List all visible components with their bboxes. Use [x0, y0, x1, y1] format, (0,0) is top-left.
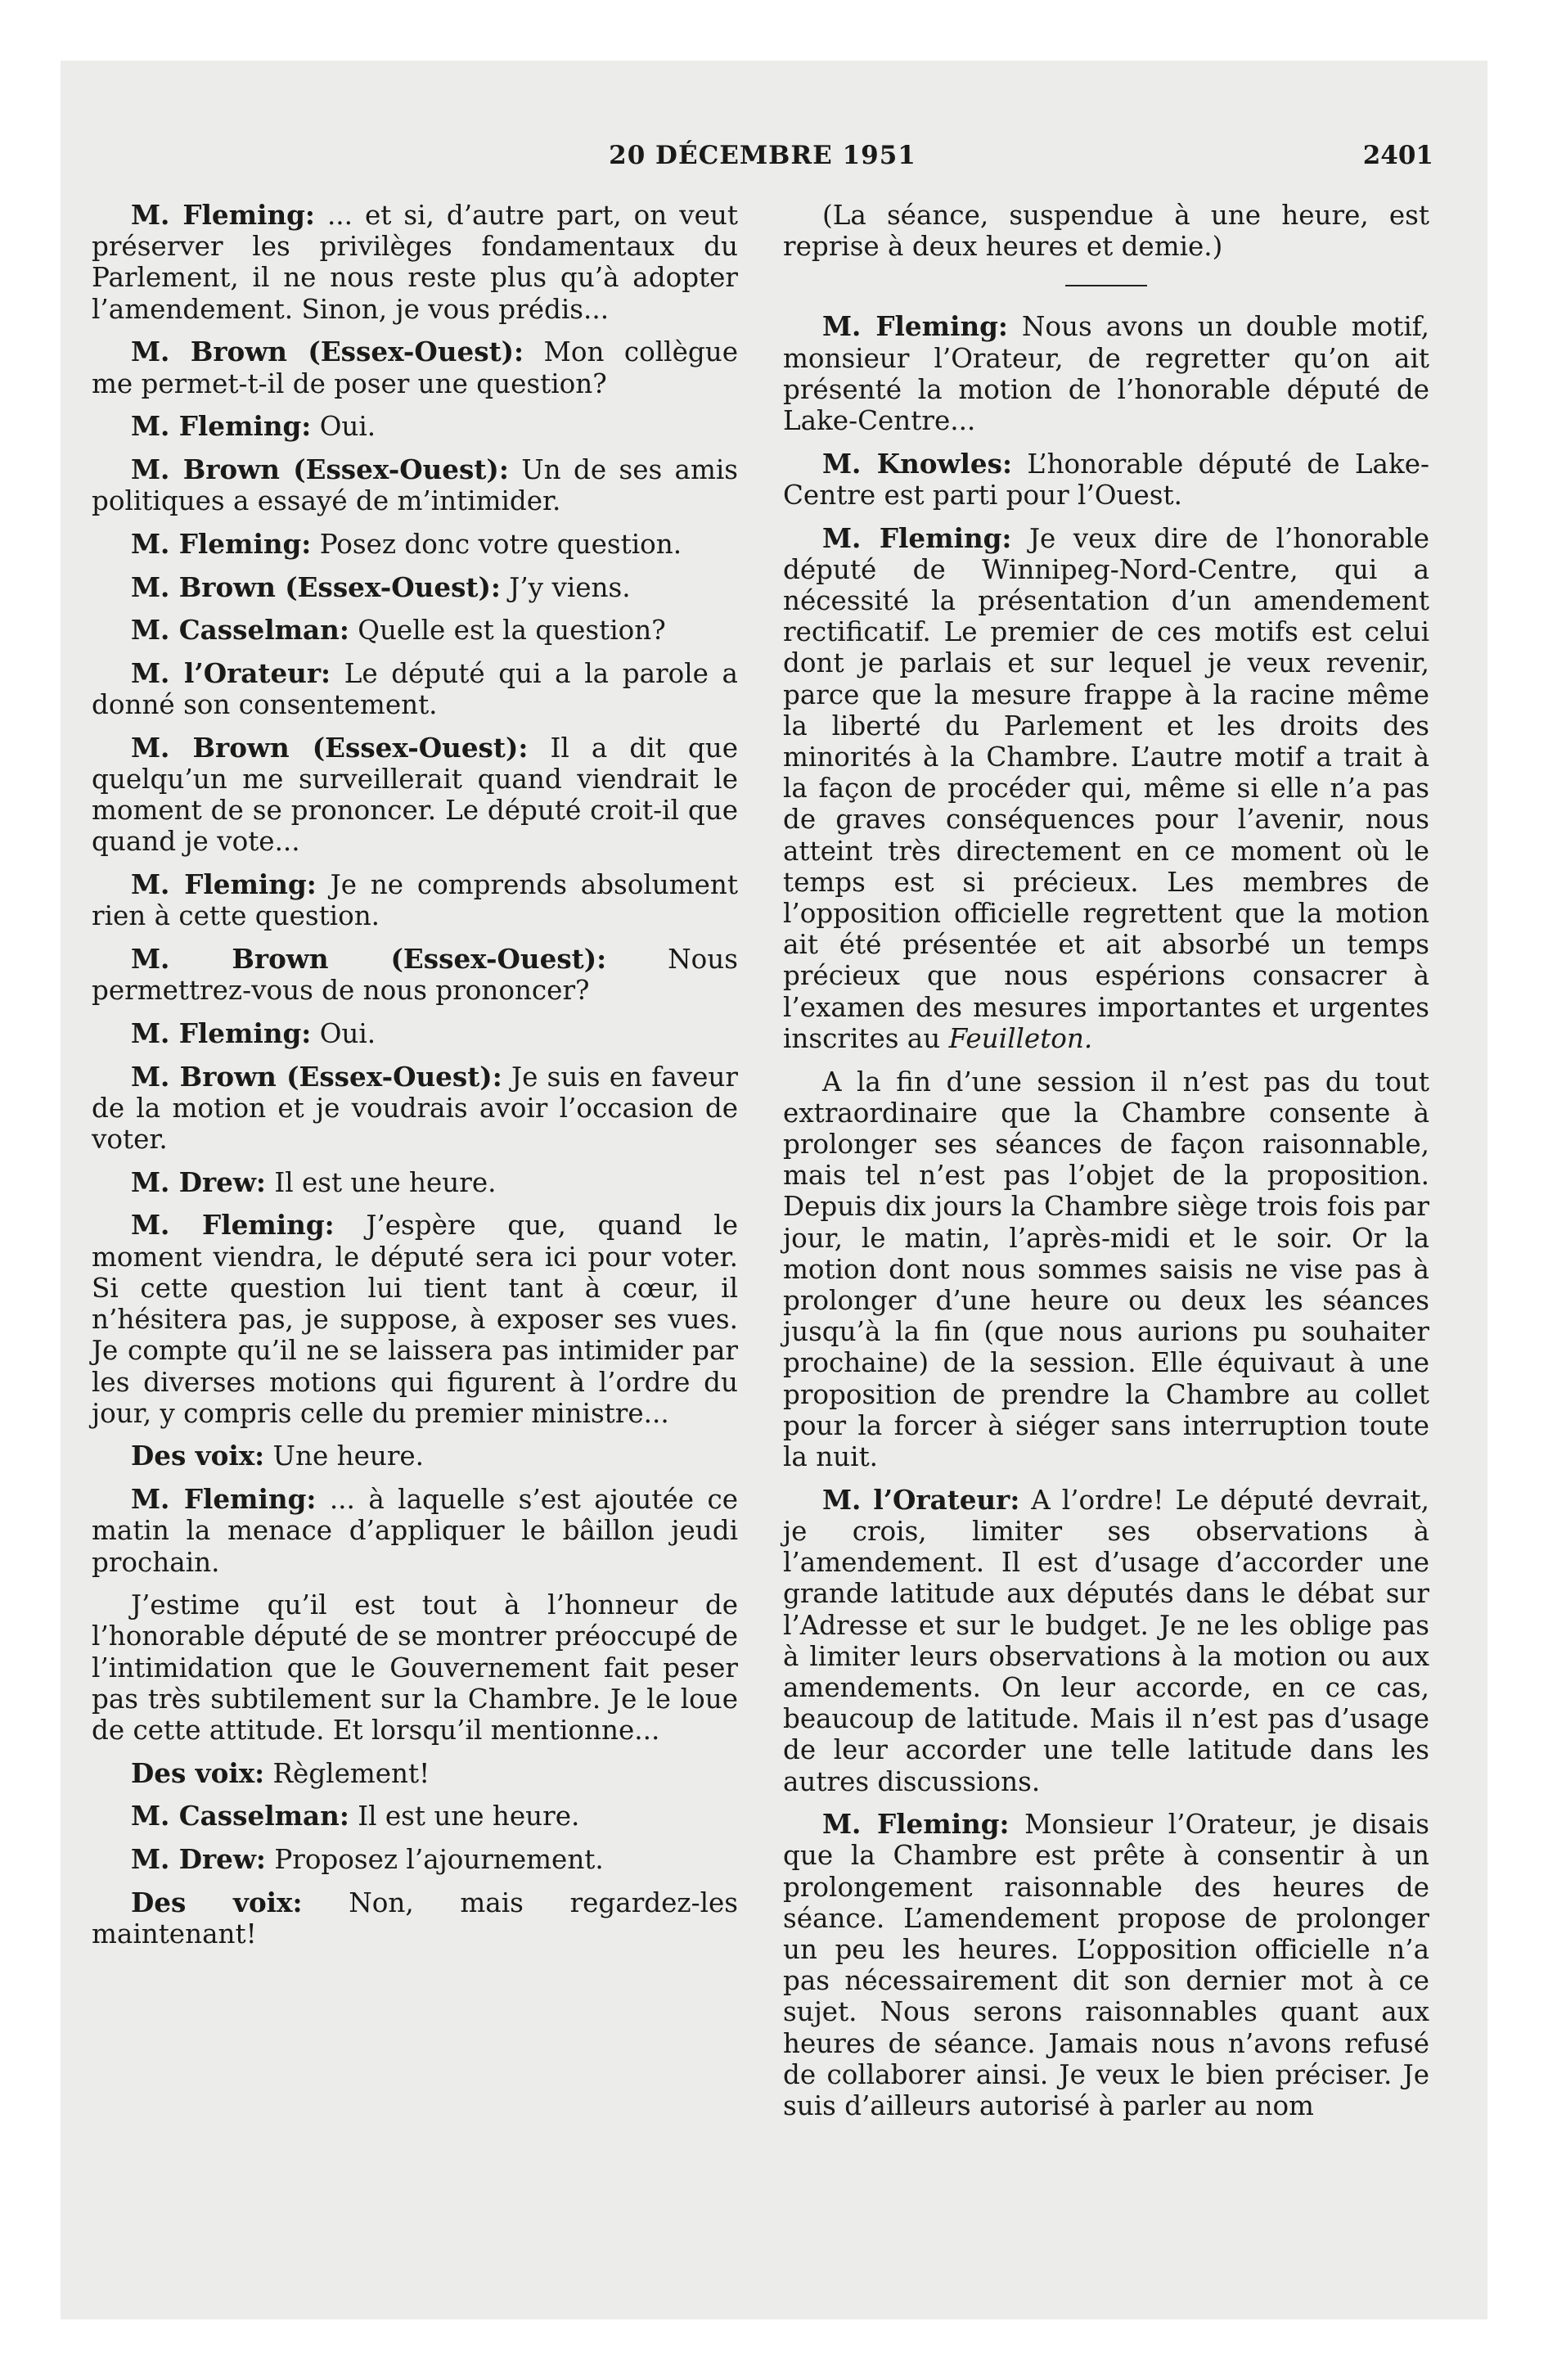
speaker-name: M. Fleming: [131, 1016, 312, 1049]
speech-paragraph [92, 572, 738, 603]
speaker-name: M. Fleming: [131, 1209, 335, 1242]
speaker-name: M. Fleming: [131, 868, 317, 901]
speech-paragraph [783, 1066, 1429, 1473]
speaker-name: M. Fleming: [822, 310, 1008, 343]
speech-paragraph [92, 1062, 738, 1156]
speech-paragraph [92, 1887, 738, 1950]
speech-paragraph [92, 869, 738, 931]
right-column [783, 200, 1429, 2134]
speech-text: Oui. [319, 411, 376, 443]
speaker-name: M. Brown (Essex-Ouest): [131, 570, 501, 603]
speech-paragraph [92, 336, 738, 399]
speech-paragraph [92, 944, 738, 1006]
speech-text: Nous permettrez-vous de nous prononcer? [92, 944, 738, 1007]
speaker-name: M. Brown (Essex-Ouest): [131, 453, 509, 485]
speech-paragraph [783, 449, 1429, 511]
speech-text: L’honorable député de Lake-Centre est parti pour l’Ouest. [783, 448, 1429, 511]
speaker-name: M. Fleming: [131, 410, 312, 443]
speaker-name: M. Fleming: [131, 527, 312, 560]
speech-paragraph [92, 529, 738, 560]
speaker-name: Des voix: [131, 1886, 303, 1918]
speaker-name: M. Fleming: [822, 1808, 1010, 1841]
speech-paragraph [783, 1485, 1429, 1797]
speech-text: Oui. [319, 1017, 376, 1049]
speech-text: Il est une heure. [358, 1801, 580, 1832]
speech-paragraph [92, 1844, 738, 1875]
document-page [92, 141, 1433, 2252]
speech-text: Une heure. [272, 1440, 425, 1472]
speech-text: Règlement! [272, 1757, 430, 1789]
speech-paragraph [92, 1484, 738, 1578]
speech-paragraph [92, 732, 738, 858]
speech-text: Proposez l’ajournement. [274, 1844, 604, 1876]
speech-paragraph [92, 1801, 738, 1832]
page-header [92, 141, 1433, 190]
speech-text: ... et si, d’autre part, on veut préserver les privilèges fondamentaux du Parlement, il ne nous reste plus qu’à adopter l’amendement. Sinon, je vous prédis... [92, 200, 739, 325]
speech-paragraph [92, 615, 738, 646]
speech-paragraph [92, 1018, 738, 1049]
left-column [92, 200, 738, 1962]
speech-text: Il est une heure. [274, 1166, 497, 1198]
speaker-name: Des voix: [131, 1440, 265, 1472]
speech-text: Monsieur l’Orateur, je disais que la Chambre est prête à consentir à un prolongement raisonnable des heures de séance. L’amendement propose de prolonger un peu les heures. L’opposition officielle n’a pas nécessairement dit son dernier mot à ce sujet. Nous serons raisonnables quant aux heures de séance. Jamais nous n’avons refusé de collaborer ainsi. Je veux le bien préciser. Je suis d’ailleurs autorisé à parler au nom [783, 1809, 1430, 2122]
speech-paragraph [92, 1589, 738, 1746]
speaker-name: M. Brown (Essex-Ouest): [131, 1060, 502, 1093]
speech-paragraph [92, 411, 738, 442]
speech-paragraph [92, 658, 738, 720]
speech-paragraph [92, 1440, 738, 1472]
speech-paragraph [783, 1809, 1429, 2121]
speech-text: J’y viens. [509, 571, 631, 603]
speech-text: Je veux dire de l’honorable député de Winnipeg-Nord-Centre, qui a nécessité la présentation d’un amendement rectificatif. Le premier de ces motifs est celui dont je parlais et sur lequel je veux revenir, parce que la mesure frappe à la racine même la liberté du Parlement et les droits des minorités à la Chambre. L’autre motif a trait à la façon de procéder qui, même si elle n’a pas de graves conséquences pour l’avenir, nous atteint très directement en ce moment où le temps est si précieux. Les membres de l’opposition officielle regrettent que la motion ait été présentée et ait absorbé un temps précieux que nous espérions consacrer à l’examen des mesures importantes et urgentes inscrites au [783, 522, 1430, 1054]
speaker-name: M. Drew: [131, 1165, 266, 1198]
speech-text: Quelle est la question? [358, 615, 666, 647]
speaker-name: Des voix: [131, 1756, 265, 1789]
speaker-name: M. Casselman: [131, 614, 349, 647]
speech-paragraph [92, 200, 738, 325]
speech-paragraph [92, 1758, 738, 1789]
speech-text: Posez donc votre question. [319, 528, 682, 560]
speech-text: Je ne comprends absolument rien à cette question. [92, 869, 739, 932]
speech-text: J’estime qu’il est tout à l’honneur de l’honorable député de se montrer préoccupé de l’intimidation que le Gouvernement fait peser pas très subtilement sur la Chambre. Je le loue de cette attitude. Et lorsqu’il mentionne... [92, 1589, 738, 1747]
italic-text: Feuilleton. [948, 1022, 1093, 1054]
speaker-name: M. Brown (Essex-Ouest): [131, 943, 607, 976]
speech-text: Non, mais regardez-les maintenant! [92, 1886, 738, 1950]
speaker-name: M. Brown (Essex-Ouest): [131, 731, 529, 764]
speech-paragraph [92, 454, 738, 516]
speaker-name: M. Drew: [131, 1843, 266, 1876]
header-date: 20 DÉCEMBRE 1951 [609, 141, 916, 170]
speaker-name: M. l’Orateur: [822, 1483, 1020, 1516]
speaker-name: M. Fleming: [822, 521, 1012, 554]
speech-text: Il a dit que quelqu’un me surveillerait quand viendrait le moment de se prononcer. Le député croit-il que quand je vote... [92, 732, 738, 858]
section-separator [1065, 285, 1147, 286]
speaker-name: M. Fleming: [131, 1483, 317, 1516]
page-number: 2401 [1362, 141, 1433, 170]
speech-paragraph [92, 1167, 738, 1198]
speech-paragraph [92, 1210, 738, 1428]
speech-text: Mon collègue me permet-t-il de poser une question? [92, 336, 738, 399]
speech-text: Un de ses amis politiques a essayé de m’intimider. [92, 453, 738, 517]
speech-text: ... à laquelle s’est ajoutée ce matin la menace d’appliquer le bâillon jeudi prochain. [92, 1484, 738, 1578]
speaker-name: M. Fleming: [131, 199, 315, 231]
speaker-name: M. l’Orateur: [131, 656, 331, 689]
speech-text: A la fin d’une session il n’est pas du tout extraordinaire que la Chambre consente à prolonger ses séances de façon raisonnable, mais tel n’est pas l’objet de la proposition. Depuis dix jours la Chambre siège trois fois par jour, le matin, l’après-midi et le soir. Or la motion dont nous sommes saisis ne vise pas à prolonger d’une heure ou deux les séances jusqu’à la fin (que nous aurions pu souhaiter prochaine) de la session. Elle équivaut à une proposition de prendre la Chambre au collet pour la forcer à siéger sans interruption toute la nuit. [783, 1066, 1429, 1473]
speaker-name: M. Casselman: [131, 1800, 349, 1832]
speaker-name: M. Brown (Essex-Ouest): [131, 336, 524, 368]
speech-text: Nous avons un double motif, monsieur l’Orateur, de regretter qu’on ait présenté la motion de l’honorable député de Lake-Centre... [783, 311, 1429, 437]
session-note: (La séance, suspendue à une heure, est reprise à deux heures et demie.) [783, 200, 1429, 263]
speaker-name: M. Knowles: [822, 447, 1013, 480]
speech-paragraph [783, 523, 1429, 1054]
speech-paragraph [783, 311, 1429, 436]
speech-text: J’espère que, quand le moment viendra, le député sera ici pour voter. Si cette question lui tient tant à cœur, il n’hésitera pas, je suppose, à exposer ses vues. Je compte qu’il ne se laissera pas intimider par les diverses motions qui figurent à l’ordre du jour, y compris celle du premier ministre... [92, 1210, 738, 1429]
speech-text: A l’ordre! Le député devrait, je crois, limiter ses observations à l’amendement. Il est d’usage d’accorder une grande latitude aux députés dans le débat sur l’Adresse et sur le budget. Je ne les oblige pas à limiter leurs observations à la motion ou aux amendements. On leur accorde, en ce cas, beaucoup de latitude. Mais il n’est pas d’usage de leur accorder une telle latitude dans les autres discussions. [783, 1484, 1429, 1797]
speech-text: Le député qui a la parole a donné son consentement. [92, 657, 738, 721]
speech-text: Je suis en faveur de la motion et je voudrais avoir l’occasion de voter. [92, 1061, 738, 1156]
